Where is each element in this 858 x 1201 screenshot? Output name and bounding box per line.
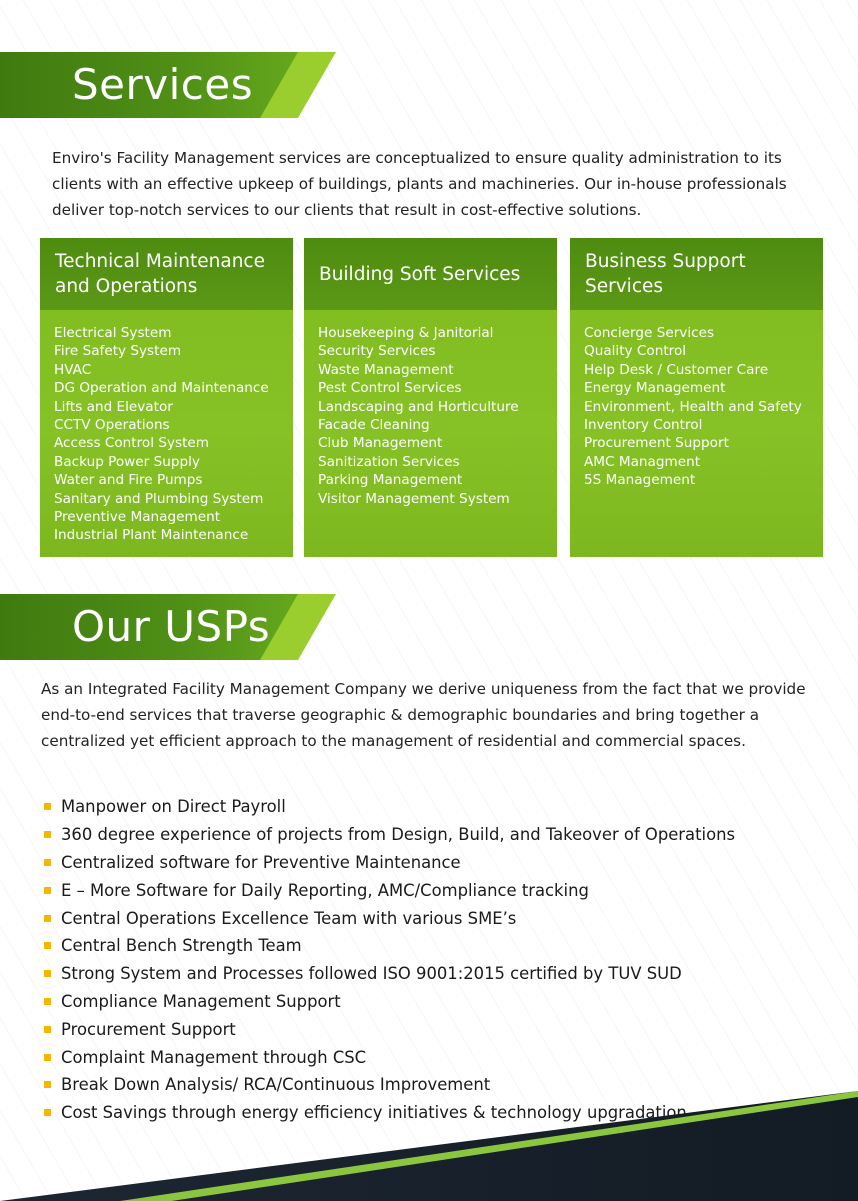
square-bullet-icon xyxy=(44,915,51,922)
services-intro: Enviro's Facility Management services are conceptualized to ensure quality administration to its clients with an effective upkeep of buildings, plants and machineries. Our in-house professionals deliver top-notch services to our clients that result in cost-effective solutions. xyxy=(52,149,787,219)
usp-item xyxy=(44,793,844,821)
card-technical-maintenance xyxy=(40,238,293,557)
card-item: Waste Management xyxy=(318,361,454,378)
card-item: Sanitization Services xyxy=(318,453,460,470)
usp-item xyxy=(44,876,844,904)
card-item: Security Services xyxy=(318,343,436,360)
card-item: Environment, Health and Safety xyxy=(584,398,802,415)
card-item: Lifts and Elevator xyxy=(54,398,173,415)
usp-item-text: 360 degree experience of projects from Design, Build, and Takeover of Operations xyxy=(61,825,736,845)
footer-decoration xyxy=(0,1091,858,1201)
card-item: CCTV Operations xyxy=(54,417,170,434)
usp-item xyxy=(44,1015,844,1043)
card-item: Access Control System xyxy=(54,435,210,452)
card-item: Facade Cleaning xyxy=(318,417,430,434)
square-bullet-icon xyxy=(44,942,51,949)
card-building-soft-services xyxy=(304,238,557,557)
card-title: Building Soft Services xyxy=(319,263,521,285)
card-item: Housekeeping & Janitorial xyxy=(318,325,494,341)
square-bullet-icon xyxy=(44,831,51,838)
card-item-list xyxy=(584,324,817,490)
usps-heading: Our USPs xyxy=(72,602,271,651)
square-bullet-icon xyxy=(44,998,51,1005)
card-header xyxy=(40,238,293,310)
usp-item-text: Break Down Analysis/ RCA/Continuous Improvement xyxy=(61,1075,491,1095)
square-bullet-icon xyxy=(44,887,51,894)
usp-item-text: Central Operations Excellence Team with various SME’s xyxy=(61,908,517,928)
square-bullet-icon xyxy=(44,859,51,866)
card-item-list xyxy=(54,324,287,545)
card-item: Fire Safety System xyxy=(54,343,182,360)
square-bullet-icon xyxy=(44,970,51,977)
card-item: AMC Managment xyxy=(584,453,701,470)
card-business-support-services xyxy=(570,238,823,557)
card-item: Preventive Management xyxy=(54,509,221,526)
card-item: HVAC xyxy=(54,361,92,378)
usp-item-text: Centralized software for Preventive Maintenance xyxy=(61,852,461,872)
card-header xyxy=(304,238,557,310)
card-item: Help Desk / Customer Care xyxy=(584,361,769,378)
card-item: Inventory Control xyxy=(584,417,703,434)
usp-item-text: E – More Software for Daily Reporting, AMC/Compliance tracking xyxy=(61,880,589,900)
usp-item-text: Procurement Support xyxy=(61,1019,236,1039)
usp-item-text: Strong System and Processes followed ISO 9001:2015 certified by TUV SUD xyxy=(61,964,682,984)
usp-item-text: Complaint Management through CSC xyxy=(61,1047,367,1067)
card-item: DG Operation and Maintenance xyxy=(54,380,269,397)
usp-item xyxy=(44,904,844,932)
card-item: 5S Management xyxy=(584,472,696,489)
square-bullet-icon xyxy=(44,1054,51,1061)
services-heading: Services xyxy=(72,60,254,109)
usp-item xyxy=(44,960,844,988)
usp-list xyxy=(44,793,844,1127)
card-item: Sanitary and Plumbing System xyxy=(54,490,264,507)
card-item: Energy Management xyxy=(584,380,726,397)
card-item: Pest Control Services xyxy=(318,380,462,397)
usp-item xyxy=(44,1043,844,1071)
card-item: Procurement Support xyxy=(584,435,729,452)
card-item-list xyxy=(318,324,551,508)
usp-item xyxy=(44,821,844,849)
card-item: Quality Control xyxy=(584,343,687,360)
usp-item xyxy=(44,849,844,877)
usp-item-text: Central Bench Strength Team xyxy=(61,936,302,956)
card-item: Landscaping and Horticulture xyxy=(318,398,519,415)
card-item: Electrical System xyxy=(54,325,172,341)
square-bullet-icon xyxy=(44,1026,51,1033)
card-item: Water and Fire Pumps xyxy=(54,472,203,489)
usps-intro: As an Integrated Facility Management Company we derive uniqueness from the fact that we provide end-to-end services that traverse geographic & demographic boundaries and bring together a centralized yet efficient approach to the management of residential and commercial spaces. xyxy=(41,680,806,750)
footer-dark-wedge xyxy=(0,1091,858,1201)
card-item: Club Management xyxy=(318,435,443,452)
usp-item xyxy=(44,988,844,1016)
usp-item-text: Cost Savings through energy efficiency initiatives & technology upgradation xyxy=(61,1103,687,1123)
card-item: Concierge Services xyxy=(584,325,715,341)
card-item: Visitor Management System xyxy=(318,490,510,507)
usp-item-text: Compliance Management Support xyxy=(61,991,341,1011)
card-item: Parking Management xyxy=(318,472,463,489)
card-title: Technical Maintenance and Operations xyxy=(55,251,265,297)
square-bullet-icon xyxy=(44,1081,51,1088)
square-bullet-icon xyxy=(44,803,51,810)
card-title: Business Support Services xyxy=(585,251,746,297)
usp-item xyxy=(44,932,844,960)
card-item: Industrial Plant Maintenance xyxy=(54,527,249,544)
card-item: Backup Power Supply xyxy=(54,453,200,470)
usp-item-text: Manpower on Direct Payroll xyxy=(61,797,286,817)
card-header xyxy=(570,238,823,310)
